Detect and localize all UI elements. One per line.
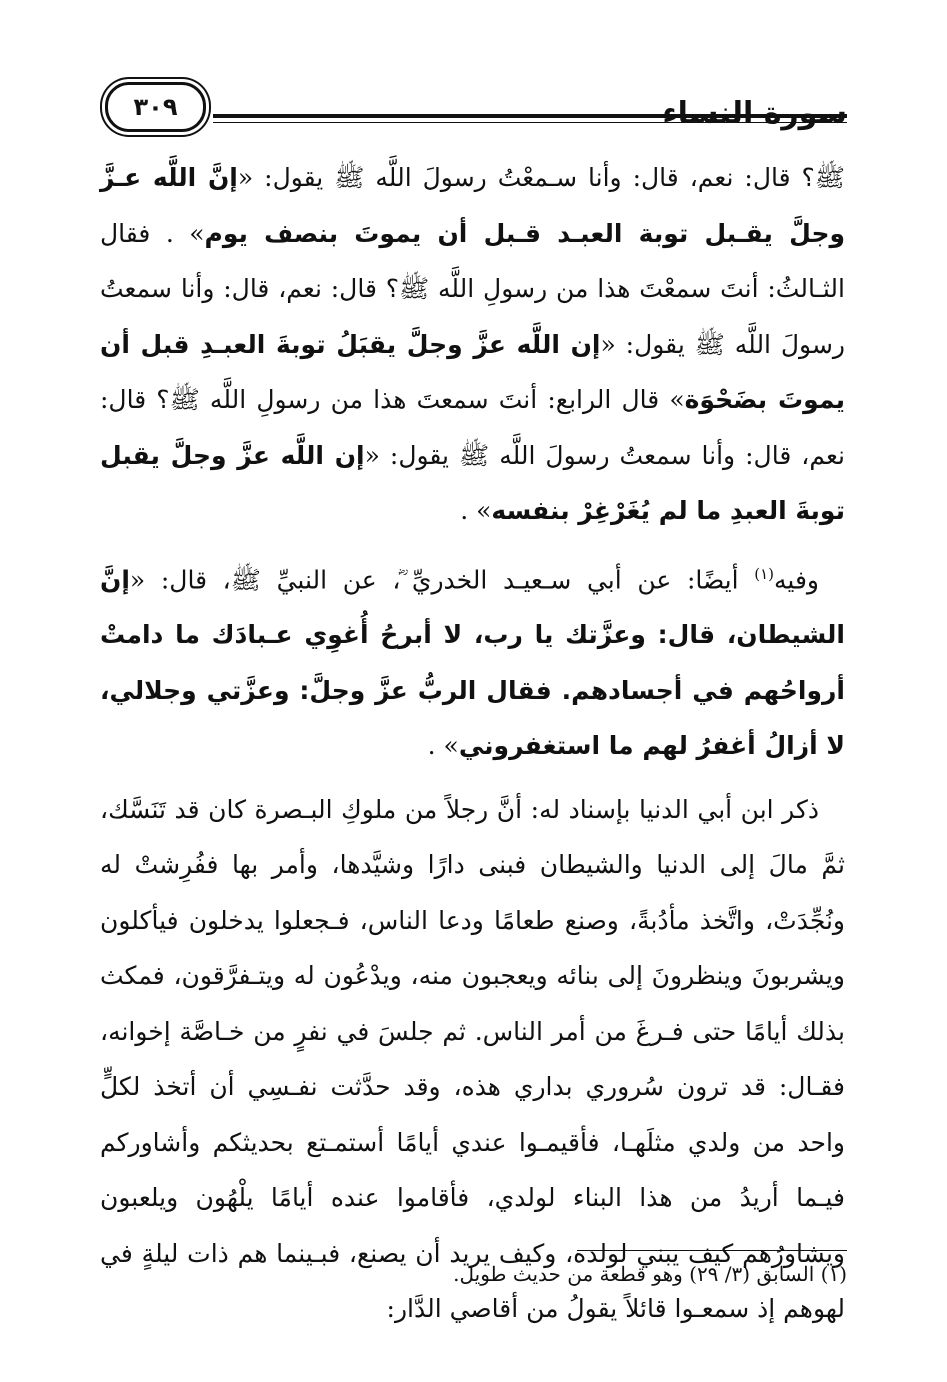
paragraph xyxy=(100,150,845,539)
page-number-badge: ٣٠٩ xyxy=(105,82,206,132)
text-run: » . xyxy=(460,496,492,525)
text-run: » . xyxy=(427,731,459,761)
text-run: » قال الرابع: أنتَ سمعتَ هذا من رسولِ اللَّه ﷺ؟ قال: نعم، قال: وأنا سمعتُ رسولَ اللَّه ﷺ يقول: « xyxy=(100,385,845,470)
footnote-marker: (١) xyxy=(754,564,775,583)
surah-title: سورة النساء xyxy=(662,96,847,131)
hadith-text: إنَّ اللَّه عـزَّ وجلَّ يقـبل توبة العبـد قـبل أن يموتَ بنصف يوم xyxy=(100,163,845,248)
footnote: (١) السابق (٣/ ٢٩) وهو قطعة من حديث طويل. xyxy=(453,1262,847,1286)
paragraph xyxy=(100,547,845,774)
text-run: أيضًا: عن أبي سـعيـد الخدريِّ ؓ، عن النبيِّ ﷺ، قال: « xyxy=(129,564,755,594)
text-run: وفيه xyxy=(774,564,819,594)
hadith-text: إن اللَّه عزَّ وجلَّ يقبل توبةَ العبدِ ما لم يُغَرْغِرْ بنفسه xyxy=(100,440,845,525)
text-run: ﷺ؟ قال: نعم، قال: وأنا سـمعْتُ رسولَ اللَّه ﷺ يقول: « xyxy=(237,163,846,192)
paragraph xyxy=(100,782,845,1337)
text-run: » . فقال الثـالثُ: أنتَ سمعْتَ هذا من رسولِ اللَّه ﷺ؟ قال: نعم، قال: وأنا سمعتُ رسولَ اللَّه ﷺ يقول: « xyxy=(100,218,845,359)
page-header xyxy=(95,72,847,142)
hadith-text: إن اللَّه عزَّ وجلَّ يقبَلُ توبةَ العبـدِ قبل أن يموتَ بضَحْوَة xyxy=(100,329,845,414)
text-run: ذكر ابن أبي الدنيا بإسناد له: أنَّ رجلاً من ملوكِ البـصرة كان قد تَنَسَّك، ثمَّ مالَ إلى الدنيا والشيطان فبنى دارًا وشيَّدها، وأمر بها ففُرِشتْ له ونُجِّدَتْ، واتَّخذ مأدُبةً، وصنع طعامًا ودعا الناس، فـجعلوا يدخلون فيأكلون ويشربونَ وينظرونَ إلى بنائه ويعجبون منه، ويدْعُون له ويتـفرَّقون، فمكث بذلك أيامًا حتى فـرغَ من أمر الناس. ثم جلسَ في نفرٍ من خـاصَّة إخوانه، فقـال: قد ترون سُروري بداري هذه، وقد حدَّثت نفـسِي أن أتخذ لكلٍّ واحد من ولدي مثلَهـا، فأقيمـوا عندي أيامًا أستمـتع بحديثكم وأشاوركم فيـما أريدُ من هذا البناء لولدي، فأقاموا عنده أيامًا يلْهُون ويلعبون ويشاورُهم كيف يبني لولده، وكيف يريد أن يصنع، فبـينما هم ذات ليلةٍ في لهوهم إذ سمعـوا قائلاً يقولُ من أقاصي الدَّار: xyxy=(100,794,845,1324)
footnote-separator xyxy=(577,1250,847,1251)
hadith-text: إنَّ الشيطان، قال: وعزَّتك يا رب، لا أبرحُ أُغوِي عـبادَك ما دامتْ أرواحُهم في أجسادهم. فقال الربُّ عزَّ وجلَّ: وعزَّتي وجلالي، لا أزالُ أغفرُ لهم ما استغفروني xyxy=(100,564,845,761)
body-text xyxy=(100,150,845,1345)
